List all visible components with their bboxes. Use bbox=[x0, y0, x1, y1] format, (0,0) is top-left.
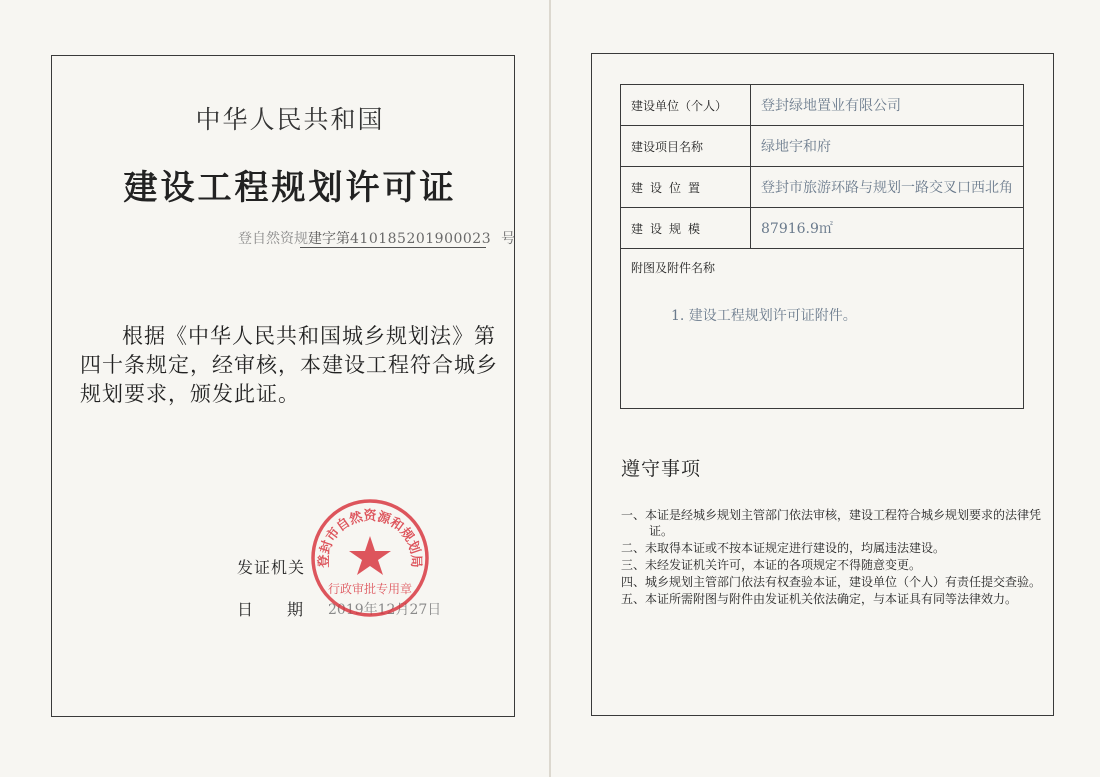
table-row bbox=[621, 167, 1024, 208]
project-info-table bbox=[620, 84, 1024, 249]
field-value: 绿地宇和府 bbox=[751, 126, 1024, 167]
field-label: 建设规模 bbox=[621, 208, 751, 249]
issue-date: 2019年12月27日 bbox=[328, 602, 442, 618]
attachments-box bbox=[620, 247, 1024, 409]
certificate-title: 建设工程规划许可证 bbox=[123, 168, 457, 208]
cert-label: 建字第 bbox=[308, 231, 350, 247]
notice-item: 二、未取得本证或不按本证规定进行建设的，均属违法建设。 bbox=[621, 541, 946, 555]
field-value: 登封绿地置业有限公司 bbox=[751, 85, 1024, 126]
statement-line: 根据《中华人民共和国城乡规划法》第 bbox=[122, 324, 496, 348]
notice-item: 一、本证是经城乡规划主管部门依法审核，建设工程符合城乡规划要求的法律凭证。 bbox=[621, 508, 1042, 538]
cert-number-value: 410185201900023 bbox=[350, 231, 492, 247]
country-name: 中华人民共和国 bbox=[195, 105, 385, 134]
date-label-char: 日 bbox=[237, 600, 254, 619]
attachment-item: 1. 建设工程规划许可证附件。 bbox=[671, 308, 857, 324]
date-label-char: 期 bbox=[287, 600, 304, 619]
certificate-statement bbox=[80, 322, 500, 409]
table-row bbox=[621, 208, 1024, 249]
date-label bbox=[237, 597, 303, 620]
cert-number-underline bbox=[300, 247, 486, 248]
official-seal-stamp bbox=[308, 496, 432, 620]
attachments-label: 附图及附件名称 bbox=[631, 261, 716, 275]
certificate-number bbox=[238, 228, 515, 248]
field-value: 87916.9㎡ bbox=[751, 208, 1024, 249]
certificate-cover-page bbox=[0, 0, 549, 777]
notice-item: 四、城乡规划主管部门依法有权查验本证，建设单位（个人）有责任提交查验。 bbox=[621, 575, 1042, 589]
issuing-authority-label: 发证机关 bbox=[237, 558, 306, 577]
field-label: 建设位置 bbox=[621, 167, 751, 208]
notice-heading: 遵守事项 bbox=[621, 458, 702, 480]
statement-line: 四十条规定，经审核，本建设工程符合城乡 bbox=[80, 353, 498, 377]
seal-top-text: 登封市自然资源和规划局 bbox=[316, 509, 424, 568]
table-row bbox=[621, 85, 1024, 126]
cert-suffix: 号 bbox=[501, 231, 516, 247]
table-row bbox=[621, 126, 1024, 167]
field-label: 建设单位（个人） bbox=[621, 85, 751, 126]
notice-item: 五、本证所需附图与附件由发证机关依法确定，与本证具有同等法律效力。 bbox=[621, 592, 1018, 606]
field-value: 登封市旅游环路与规划一路交叉口西北角 bbox=[751, 167, 1024, 208]
notice-list bbox=[621, 507, 1041, 608]
notice-item: 三、未经发证机关许可，本证的各项规定不得随意变更。 bbox=[621, 558, 922, 572]
seal-bottom-text: 行政审批专用章 bbox=[327, 582, 413, 596]
field-label: 建设项目名称 bbox=[621, 126, 751, 167]
statement-line: 规划要求，颁发此证。 bbox=[80, 382, 300, 406]
cert-prefix: 登自然资规 bbox=[238, 231, 308, 247]
